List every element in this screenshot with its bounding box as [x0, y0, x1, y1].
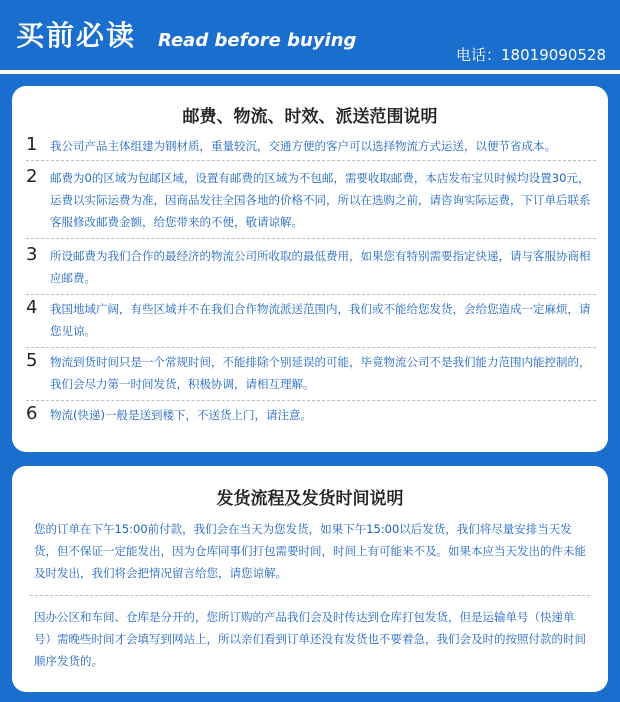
- delivery-paragraph-1: 您的订单在下午15:00前付款，我们会在当天为您发货，如果下午15:00以后发货，我们将尽量安排当天发货，但不保证一定能发出，因为仓库同事们打包需要时间，时间上有可能来不及。如果本应当天发出的件未能及时发出，我们将会把情况留言给您，请您谅解。: [34, 522, 586, 580]
- item-text: 我国地域广阔，有些区域并不在我们合作物流派送范围内，我们或不能给您发货，会给您造成一定麻烦，请您见谅。: [50, 302, 591, 338]
- page-subtitle: Read before buying: [158, 30, 357, 51]
- list-item: [26, 350, 596, 401]
- dashed-divider: [30, 595, 590, 596]
- item-text: 所设邮费为我们合作的最经济的物流公司所收取的最低费用，如果您有特别需要指定快递，请与客服协商相应邮费。: [50, 249, 591, 285]
- item-text: 我公司产品主体组建为钢材质，重量较沉，交通方便的客户可以选择物流方式运送，以便节省成本。: [50, 139, 556, 153]
- delivery-paragraph-2: 因办公区和车间、仓库是分开的，您所订购的产品我们会及时传达到仓库打包发货，但是运输单号（快递单号）需晚些时间才会填写到网站上，所以亲们看到订单还没有发货也不要着急，我们会及时的按照付款的时间顺序发货的。: [34, 610, 586, 668]
- list-item: [26, 166, 596, 239]
- item-text: 邮费为0的区域为包邮区域，设置有邮费的区域为不包邮，需要收取邮费，本店发布宝贝时候均设置30元，运费以实际运费为准，因商品发往全国各地的价格不同，所以在选购之前，请咨询实际运费，下订单后联系客服修改邮费金额，给您带来的不便，敬请谅解。: [50, 171, 591, 229]
- list-item: [26, 134, 596, 161]
- list-item: [26, 403, 596, 431]
- item-number: 4: [26, 297, 38, 318]
- item-number: 2: [26, 166, 38, 187]
- item-number: 1: [26, 134, 38, 155]
- shipping-info-title: 邮费、物流、时效、派送范围说明: [182, 107, 438, 127]
- header-divider: [0, 70, 620, 74]
- item-text: 物流(快递)一般是送到楼下，不送货上门，请注意。: [50, 408, 312, 422]
- list-item: [26, 297, 596, 348]
- header-banner: [0, 0, 620, 72]
- page-title: 买前必读: [16, 19, 137, 52]
- list-item: [26, 244, 596, 295]
- item-number: 5: [26, 350, 38, 371]
- item-number: 3: [26, 244, 38, 265]
- shipping-info-panel: [12, 86, 608, 452]
- item-text: 物流到货时间只是一个常规时间，不能排除个别延误的可能，毕竟物流公司不是我们能力范围内能控制的，我们会尽力第一时间发货，积极协调，请相互理解。: [50, 355, 591, 391]
- item-number: 6: [26, 403, 38, 424]
- phone-number: 电话：18019090528: [456, 46, 606, 64]
- delivery-info-panel: [12, 466, 608, 692]
- delivery-info-title: 发货流程及发货时间说明: [216, 489, 404, 509]
